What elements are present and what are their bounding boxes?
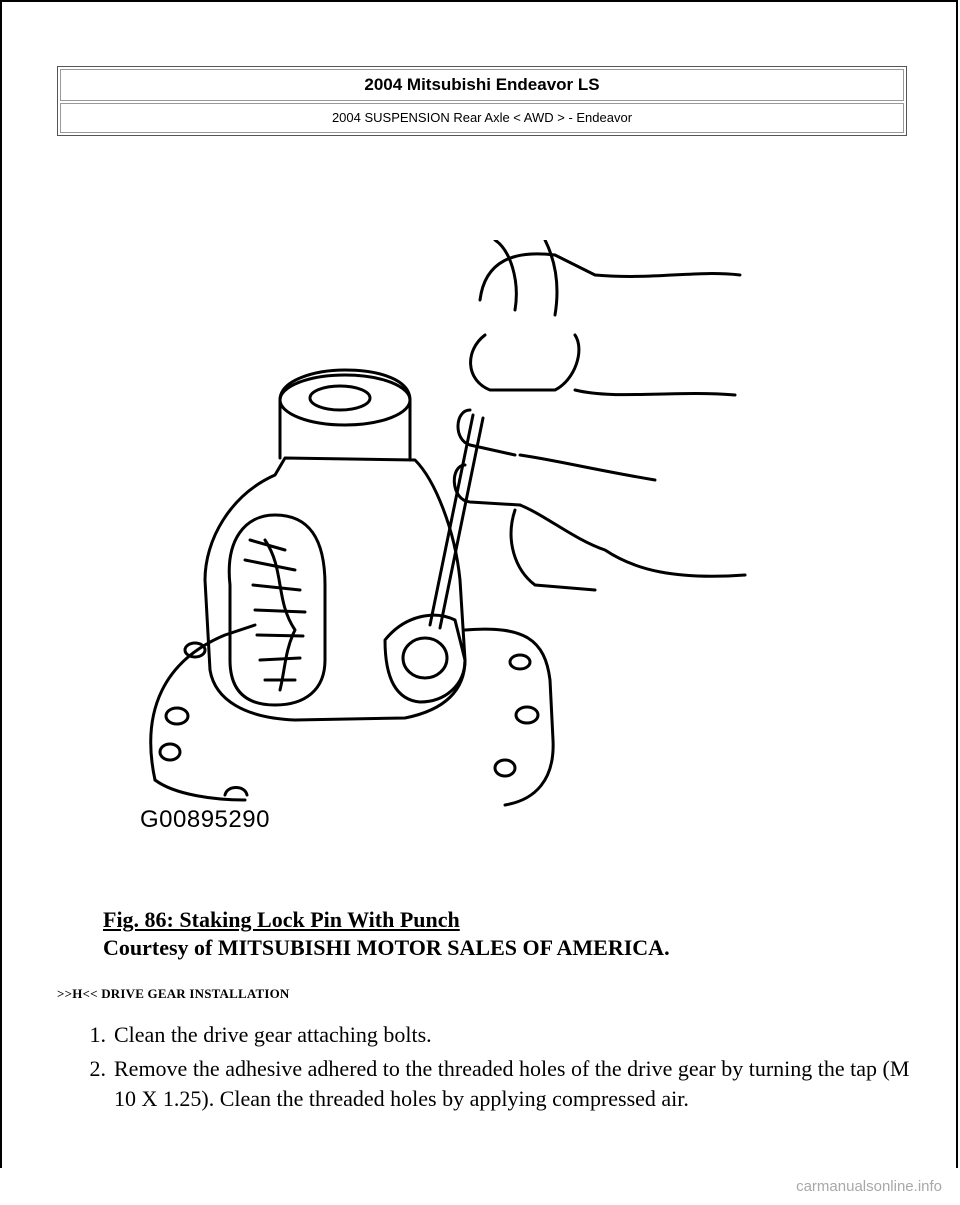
differential-staking-illustration <box>135 240 755 840</box>
case-neck-top <box>280 375 410 425</box>
flange-hole <box>166 708 188 724</box>
section-heading: >>H<< DRIVE GEAR INSTALLATION <box>57 986 290 1001</box>
list-item <box>70 1020 920 1050</box>
gear-detail <box>265 540 295 690</box>
flange-hole <box>495 760 515 776</box>
hand-fingers <box>511 390 745 590</box>
hammer-head <box>495 240 557 315</box>
figure-code: G00895290 <box>140 806 270 833</box>
flange-hole <box>510 655 530 669</box>
header-subtitle: 2004 SUSPENSION Rear Axle < AWD > - Endeavor <box>60 103 904 133</box>
step-number: 2. <box>89 1056 106 1081</box>
case-body <box>205 458 465 720</box>
figure-caption-title[interactable]: Fig. 86: Staking Lock Pin With Punch <box>103 907 460 932</box>
figure-caption <box>103 906 670 962</box>
step-text: Remove the adhesive adhered to the threaded holes of the drive gear by turning the tap (M 10 X 1.25). Clean the threaded holes by applying compressed air. <box>114 1056 910 1111</box>
hand-outline <box>454 254 740 505</box>
flange-hole <box>160 744 180 760</box>
list-item <box>70 1054 920 1114</box>
step-number: 1. <box>89 1022 106 1047</box>
header-title: 2004 Mitsubishi Endeavor LS <box>60 69 904 101</box>
step-text: Clean the drive gear attaching bolts. <box>114 1022 432 1047</box>
lock-pin-hole <box>403 638 447 678</box>
site-watermark: carmanualsonline.info <box>796 1178 942 1195</box>
document-header <box>57 66 907 136</box>
flange-outline <box>151 625 553 805</box>
flange-hole <box>225 788 247 796</box>
case-neck-bore <box>310 386 370 410</box>
flange-lower <box>155 780 245 800</box>
instruction-steps <box>70 1020 920 1118</box>
figure-courtesy: Courtesy of MITSUBISHI MOTOR SALES OF AMERICA. <box>103 935 670 960</box>
flange-hole <box>516 707 538 723</box>
lock-pin-tab <box>385 615 465 702</box>
